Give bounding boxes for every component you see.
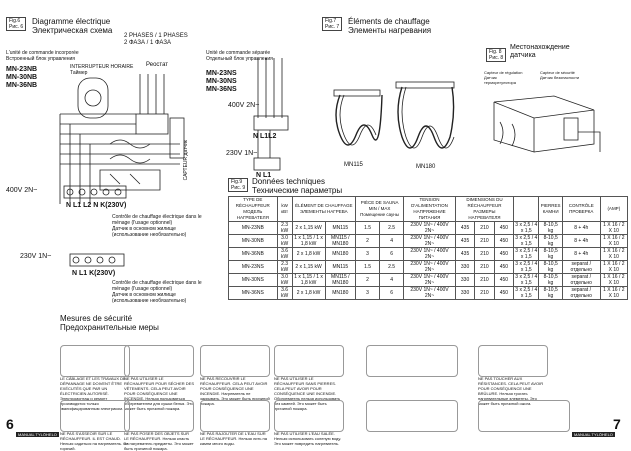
table-cell: 8-10,5 kg [539,222,562,235]
th-voltage: TENSION D'ALIMENTATION НАПРЯЖЕНИЕ ПИТАНИЯ [404,197,456,222]
unit-built-in-ru: Встроенный блок управления [6,56,76,62]
table-cell: 3.6 kW [277,248,292,261]
safety-cartoon [478,345,548,377]
th-dimensions: DIMENSIONS DU RÉCHAUFFEUR РАЗМЕРЫ НАГРЕВАТЕЛЯ [455,197,513,222]
model-right-2: MN-36NS [206,86,237,93]
table-cell: 2.5 [380,261,404,274]
safety-cartoon [366,345,458,377]
table-cell: 2 x 1,15 kW [292,222,325,235]
safety-cartoon [478,400,570,432]
table-cell: 8 + 4h [562,222,600,235]
fig7-label [322,17,342,31]
fig6-label-ru: Рис. 6 [9,24,24,30]
table-cell: MN180 [325,248,355,261]
fig8-cap4: Датчик безопасности [540,75,580,80]
table-cell: 230V 1N~ / 400V 2N~ [404,222,456,235]
table-cell: MN-30NS [229,274,278,287]
fig8-title: Местонахождение датчика [510,44,570,59]
phases-label [124,33,188,47]
table-cell: 1.5 [356,261,380,274]
table-cell: 1 x 1,15 / 1 x 1,8 kW [292,274,325,287]
element-mn115-label: MN115 [344,162,363,168]
table-header-row [229,197,628,222]
th-kw: kW кВт [277,197,292,222]
fig6-title-fr: Diagramme électrique [32,17,111,26]
th-cable [514,197,539,222]
ctrl-note-1-fr: Contrôle de chauffage électrique dans le ménage (l'usage optionnel) [112,214,202,226]
technical-specs-table [228,196,628,300]
table-cell: 450 [494,235,513,248]
table-cell: 3.0 kW [277,235,292,248]
voltage-230-left: 230V 1N~ [20,253,52,260]
table-cell: MN-23NB [229,222,278,235]
phases-label-ru: 2 ФАЗА / 1 ФАЗА [124,40,171,46]
table-cell: 230V 1N~ / 400V 2N~ [404,274,456,287]
safety-cartoon [124,400,194,432]
table-row [229,261,628,274]
heating-element-mn115 [330,90,390,160]
table-cell: 3 [356,287,380,300]
th-element: ÉLÉMENT DE CHAUFFAGE ЭЛЕМЕНТЫ НАГРЕВА [292,197,355,222]
safety-caption: LE CÂBLAGE ET LES TRAVAUX DE DÉPANNAGE NE DOIVENT ÊTRE EXÉCUTÉS QUE PAR UN ÉLECTRICIEN AUTORISÉ. Электромонтаж и ремонт производятся только квалифицированным электриком. [60,376,126,411]
table-cell: 330 [455,287,474,300]
table-cell: 1 X 16 / 2 X 10 [600,248,627,261]
table-cell: 1 X 16 / 2 X 10 [600,235,627,248]
safety-cartoon [200,400,270,432]
table-cell: 2 [356,235,380,248]
safety-caption: NE PAS POSER DES OBJETS SUR LE RÉCHAUFFEUR. Нельзя класть на нагреватель предметы. Это может быть причиной пожара. [124,431,194,451]
safety-caption: NE PAS UTILISER LE RÉCHAUFFEUR SANS PIERRES. CELA PEUT AVOIR POUR CONSÉQUENCE UNE INCENDIE. Обогреватель нельзя использовать без камней. Это может быть причиной пожара. [274,376,341,411]
ctrl-note-2-fr: Contrôle de chauffage électrique dans le ménage (l'usage optionnel) [112,280,202,292]
table-cell: 3 x 2,5 / 4 x 1,5 [515,287,538,299]
ctrl-note-2-ru: Датчик в основном жилище (использование необязательно) [112,292,187,304]
table-cell: 8-10,5 kg [539,261,562,274]
table-cell: 2 x 1,15 kW [292,261,325,274]
model-right-0: MN-23NS [206,70,237,77]
table-cell: MN-36NB [229,248,278,261]
table-cell: 8-10,5 kg [539,287,562,300]
models-left [6,66,37,90]
terminals-sep-1p-label: N L1 [256,172,272,179]
terminal-block-2p [64,180,128,202]
voltage-400-right: 400V 2N~ [228,102,260,109]
table-cell: 1 X 16 / 2 X 10 [600,222,627,235]
fig8-label-ru: Рис. 8 [489,55,504,61]
unit-built-in-fr: L'unité de commande incorporée [6,50,79,56]
table-cell: 210 [475,274,494,287]
fig7-title-fr: Éléments de chauffage [348,17,430,26]
table-row [229,274,628,287]
table-cell: 435 [455,248,474,261]
table-cell: 230V 1N~ / 400V 2N~ [404,287,456,300]
sensor-location-drawing [484,92,614,158]
safety-cartoon [366,400,458,432]
safety-caption: NE PAS UTILISER L'EAU SALÉE. Нельзя использовать соленую воду. Это может повредить нагреватель. [274,431,342,446]
safety-title-fr: Mesures de sécurité [60,314,133,323]
safety-title-ru: Предохранительные меры [60,323,159,332]
fig8-label-fr: Fig. 8 [489,49,502,55]
table-cell: 8-10,5 kg [539,235,562,248]
fig8-cap3: Capteur de sécurité [540,70,575,75]
terminals-1p-label: N L1 K(230V) [72,270,116,277]
unit-separate-fr: Unité de commande séparée [206,50,271,56]
table-cell: 3.0 kW [277,274,292,287]
table-cell: 1 X 16 / 2 X 10 [600,274,627,287]
fig8-caption-1 [484,70,524,85]
table-cell: 210 [475,261,494,274]
fig7-title-ru: Элементы нагревания [348,26,432,35]
table-cell: 330 [455,261,474,274]
relay-label: Реостат [146,62,169,68]
table-cell: 230V 1N~ / 400V 2N~ [404,248,456,261]
th-type: TYPE DE RÉCHAUFFEUR МОДЕЛЬ НАГРЕВАТЕЛЯ [229,197,278,222]
terminal-block-1p [70,248,126,270]
ctrl-note-2 [112,280,207,304]
table-cell: 4 [380,274,404,287]
table-cell: 450 [494,261,513,274]
fig6-label [6,17,26,31]
table-cell: 2.3 kW [277,261,292,274]
page-number-left: 6 [6,416,14,432]
table-row [229,235,628,248]
table-cell: 1 X 16 / 2 X 10 [600,287,627,300]
page-number-right: 7 [613,416,621,432]
table-cell: 2 x 1,8 kW [292,248,325,261]
fig8-cap1: Capteur de régulation [484,70,523,75]
table-cell: 8 + 4h [562,248,600,261]
table-cell: MN115 [325,222,355,235]
safety-caption: NE PAS RAJOUTER DE L'EAU SUR LE RÉCHAUFFEUR. Нельзя лить на камни много воды. [200,431,267,446]
table-cell: 450 [494,287,513,300]
table-row [229,248,628,261]
safety-cartoon [274,400,344,432]
table-cell: 4 [380,235,404,248]
table-cell: 230V 1N~ / 400V 2N~ [404,261,456,274]
model-left-1: MN-30NB [6,74,38,81]
safety-cartoon [60,345,130,377]
model-left-2: MN-36NB [6,82,38,89]
table-cell: separat / отдельно [562,261,600,274]
element-mn180-label: MN180 [416,164,436,170]
models-right [206,70,237,94]
table-row [229,222,628,235]
table-cell: MN115 / MN180 [325,235,355,248]
ctrl-note-1-ru: Датчик в основном жилище (использование необязательно) [112,226,187,238]
ctrl-note-1 [112,214,207,238]
table-cell: 3 x 2,5 / 4 x 1,5 [515,274,538,286]
table-cell: 330 [455,274,474,287]
th-stones: PIERRES КАМНИ [539,197,562,222]
safety-caption: NE PAS S'ASSEOIR SUR LE RÉCHAUFFEUR. IL EST CHAUD. Нельзя садиться на нагреватель. Он горячий. [60,431,129,451]
table-cell: 2.3 kW [277,222,292,235]
table-cell: 2 x 1,8 kW [292,287,325,300]
table-cell: 8 + 4h [562,235,600,248]
sensor-label: САРТEUR датчик [183,140,189,181]
table-cell: 1 x 1,15 / 1 x 1,8 kW [292,235,325,248]
table-cell: separat / отдельно [562,287,600,300]
fig9-label [228,178,248,192]
fig6-title-ru: Электрическая схема [32,26,113,35]
table-cell: 210 [475,248,494,261]
table-cell: 3.6 kW [277,287,292,300]
voltage-400-left: 400V 2N~ [6,187,38,194]
fig9-title-fr: Données techniques [252,177,325,186]
table-cell: 450 [494,222,513,235]
table-cell: 2.5 [380,222,404,235]
fig7-label-fr: Fig.7 [325,18,337,24]
fig8-caption-2 [540,70,590,80]
footer-right: MANUAL TYLÖHELO [574,432,613,437]
unit-built-in-label [6,50,79,62]
phases-label-fr: 2 PHASES / 1 PHASES [124,33,188,39]
fig7-title [348,17,431,35]
safety-cartoon [124,345,194,377]
fig6-label-fr: Fig.6 [9,18,21,24]
fig9-title [252,177,342,195]
table-cell: 450 [494,248,513,261]
table-cell: MN180 [325,287,355,300]
table-cell: MN-30NB [229,235,278,248]
voltage-230-right: 230V 1N~ [226,150,258,157]
table-cell: 3 x 2,5 / 4 x 1,5 [515,248,538,260]
th-amp: (AMP) [600,197,627,222]
fig9-label-ru: Рис. 9 [231,185,246,191]
table-cell: 1 X 16 / 2 X 10 [600,261,627,274]
safety-caption: NE PAS UTILISER LE RÉCHAUFFEUR POUR SÉCHER DES VÊTEMENTS. CELA PEUT AVOIR POUR CONSÉQUENCE UNE INCENDIE. Нельзя пользоваться обогревателем для сушки белья. Это может быть причиной пожара. [124,376,195,411]
th-control: CONTRÔLE ПРОВЕРКА [562,197,600,222]
table-cell: 435 [455,235,474,248]
fig7-label-ru: Рис. 7 [325,24,340,30]
heating-element-mn180 [392,82,462,162]
table-cell: 1.5 [356,222,380,235]
table-cell: 2 [356,274,380,287]
table-cell: separat / отдельно [562,274,600,287]
table-cell: 435 [455,222,474,235]
table-cell: 8-10,5 kg [539,274,562,287]
model-left-0: MN-23NB [6,66,38,73]
table-cell: 230V 1N~ / 400V 2N~ [404,235,456,248]
table-cell: 450 [494,274,513,287]
table-cell: 3 x 2,5 / 4 x 1,5 [515,235,538,247]
table-cell: 8-10,5 kg [539,248,562,261]
terminals-sep-2p-label: N L1L2 [253,133,277,140]
table-row [229,287,628,300]
fig8-label [486,48,506,62]
table-cell: 3 x 2,5 / 4 x 1,5 [515,222,538,234]
model-right-1: MN-30NS [206,78,237,85]
fig6-title [32,17,112,35]
wiring-diagram-separate [250,58,300,178]
fig9-title-ru: Технические параметры [252,186,343,195]
table-cell: MN-36NS [229,287,278,300]
table-cell: 210 [475,287,494,300]
timer-switch-ru: Таймер [70,70,88,76]
safety-cartoon [60,400,130,432]
footer-left: MANUAL TYLÖHELO [18,432,57,437]
table-cell: MN115 / MN180 [325,274,355,287]
table-cell: MN-23NS [229,261,278,274]
unit-separate-ru: Отдельный блок управления [206,56,273,62]
timer-switch-fr: INTERRUPTEUR HORAIRE [70,64,134,70]
terminals-2p-label: N L1 L2 N K(230V) [66,202,127,209]
fig8-cap2: Датчик терморегулятора [484,75,516,85]
table-cell: 210 [475,235,494,248]
table-cell: 210 [475,222,494,235]
safety-caption: NE PAS TOUCHER AUX RÉSISTANCES. CELA PEUT AVOIR POUR CONSÉQUENCE UNE BRÛLURE. Нельзя трогать нагревательные элементы. Это может быть причиной ожога. [478,376,544,406]
th-room: PIÈCE DE SAUNA MIN / MAX Помещение сауны [356,197,404,222]
fig9-label-fr: Fig.9 [231,179,243,185]
table-cell: MN115 [325,261,355,274]
safety-cartoon [274,345,344,377]
safety-title [60,314,159,332]
safety-cartoon [200,345,270,377]
table-cell: 6 [380,248,404,261]
table-cell: 3 x 2,5 / 4 x 1,5 [515,261,538,273]
safety-caption: NE PAS RECOUVRIR LE RÉCHAUFFEUR. CELA PEUT AVOIR POUR CONSÉQUENCE UNE INCENDIE. Нагреватель не закрывать. Это может быть причиной пожара. [200,376,270,406]
table-cell: 3 [356,248,380,261]
table-cell: 6 [380,287,404,300]
